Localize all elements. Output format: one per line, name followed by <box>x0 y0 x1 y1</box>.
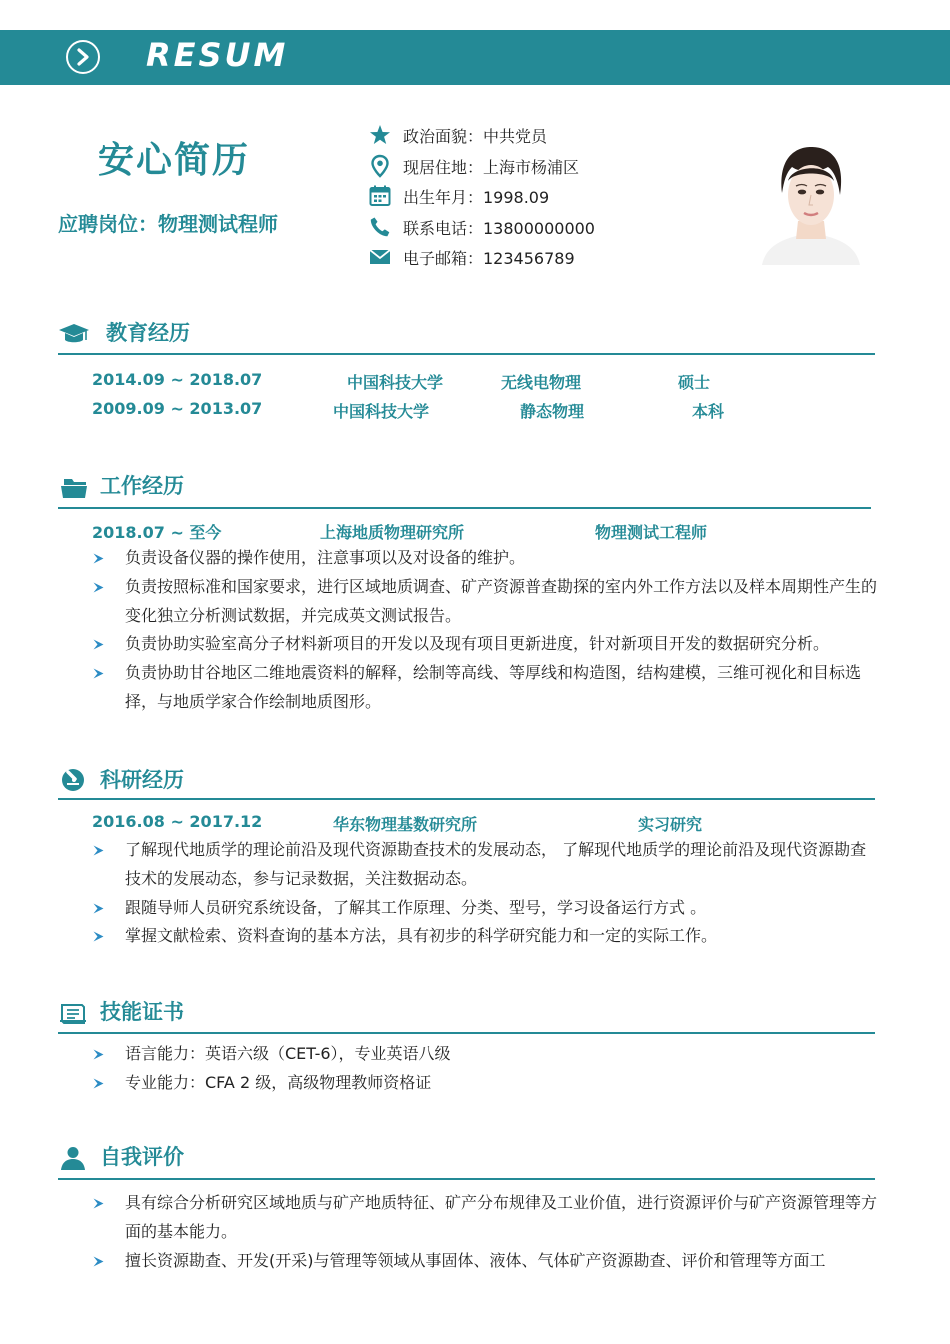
work-title: 工作经历 <box>100 474 184 498</box>
info-political-status: 政治面貌：中共党员 <box>403 127 548 146</box>
work-duties-list <box>92 544 882 717</box>
profile-photo <box>758 135 864 265</box>
education-school: 中国科技大学 <box>347 373 444 392</box>
work-duty-text: 负责设备仪器的操作使用，注意事项以及对设备的维护。 <box>125 548 526 567</box>
education-period: 2014.09 ~ 2018.07 <box>92 370 263 389</box>
education-title: 教育经历 <box>106 321 190 345</box>
envelope-icon <box>368 245 392 269</box>
list-item <box>92 1069 882 1098</box>
info-email: 电子邮箱：123456789 <box>403 249 575 268</box>
arrow-bullet-icon <box>93 1049 104 1060</box>
list-item <box>92 544 882 573</box>
header-title: RESUM <box>146 36 289 74</box>
list-item <box>92 922 882 951</box>
info-residence: 现居住地：上海市杨浦区 <box>403 157 580 177</box>
arrow-bullet-icon <box>93 639 104 650</box>
arrow-bullet-icon <box>93 1256 104 1267</box>
skills-list <box>92 1040 882 1098</box>
research-organization: 华东物理基数研究所 <box>333 815 478 834</box>
self-eval-list <box>92 1189 882 1275</box>
applied-position: 应聘岗位：物理测试程师 <box>58 212 278 236</box>
work-organization: 上海地质物理研究所 <box>320 523 465 542</box>
person-icon <box>58 1145 90 1171</box>
list-item <box>92 659 882 717</box>
education-degree: 本科 <box>692 402 725 421</box>
education-major: 静态物理 <box>520 402 585 421</box>
phone-icon <box>368 215 392 239</box>
self-eval-title: 自我评价 <box>100 1145 184 1169</box>
education-period: 2009.09 ~ 2013.07 <box>92 399 263 418</box>
list-item <box>92 1247 882 1276</box>
microscope-icon <box>58 766 90 792</box>
graduation-cap-icon <box>58 321 90 347</box>
skills-divider <box>58 1032 875 1034</box>
education-school: 中国科技大学 <box>333 402 430 421</box>
arrow-bullet-icon <box>93 553 104 564</box>
list-item <box>92 836 882 894</box>
work-divider <box>58 507 871 509</box>
work-duty-text: 负责按照标准和国家要求，进行区域地质调查、矿产资源普查勘探的室内外工作方法以及样本周期性产生的变化独立分析测试数据，并完成英文测试报告。 <box>125 576 878 625</box>
info-phone: 联系电话：13800000000 <box>403 218 595 238</box>
list-item <box>92 1040 882 1069</box>
self-eval-text: 具有综合分析研究区域地质与矿产地质特征、矿产分布规律及工业价值，进行资源评价与矿产资源管理等方面的基本能力。 <box>125 1193 878 1241</box>
research-divider <box>58 798 875 800</box>
work-duty-text: 负责协助甘谷地区二维地震资料的解释，绘制等高线、等厚线和构造图，结构建模，三维可视化和目标选择，与地质学家合作绘制地质图形。 <box>125 663 862 711</box>
location-pin-icon <box>368 154 392 178</box>
arrow-bullet-icon <box>93 903 104 914</box>
info-birth-date: 出生年月：1998.09 <box>403 188 550 207</box>
list-item <box>92 573 882 631</box>
list-item <box>92 630 882 659</box>
education-degree: 硕士 <box>678 373 711 392</box>
folder-icon <box>58 475 90 501</box>
arrow-bullet-icon <box>93 931 104 942</box>
calendar-icon <box>368 184 392 208</box>
list-item <box>92 894 882 923</box>
list-item <box>92 1189 882 1247</box>
research-items-list <box>92 836 882 951</box>
candidate-name: 安心简历 <box>98 140 251 181</box>
research-title: 科研经历 <box>100 768 184 792</box>
arrow-bullet-icon <box>93 1078 104 1089</box>
research-item-text: 了解现代地质学的理论前沿及现代资源勘查技术的发展动态， 了解现代地质学的理论前沿及现代资源勘查技术的发展动态，参与记录数据，关注数据动态。 <box>125 840 867 888</box>
chevron-right-circle-icon <box>66 40 100 74</box>
arrow-bullet-icon <box>93 1198 104 1209</box>
research-item-text: 跟随导师人员研究系统设备，了解其工作原理、分类、型号，学习设备运行方式 。 <box>125 897 707 917</box>
certificate-icon <box>58 1001 90 1027</box>
work-period: 2018.07 ~ 至今 <box>92 523 222 542</box>
header-bar <box>0 30 950 85</box>
self-eval-text: 擅长资源勘查、开发(开采)与管理等领域从事固体、液体、气体矿产资源勘查、评价和管理等方面工 <box>125 1250 826 1270</box>
research-item-text: 掌握文献检索、资料查询的基本方法，具有初步的科学研究能力和一定的实际工作。 <box>125 926 718 946</box>
self-eval-divider <box>58 1178 875 1180</box>
skills-title: 技能证书 <box>100 1000 184 1024</box>
skill-text: 语言能力：英语六级（CET-6），专业英语八级 <box>125 1044 451 1063</box>
arrow-bullet-icon <box>93 845 104 856</box>
research-role: 实习研究 <box>638 815 703 834</box>
education-major: 无线电物理 <box>501 373 582 392</box>
education-divider <box>58 353 875 355</box>
arrow-bullet-icon <box>93 582 104 593</box>
skill-text: 专业能力：CFA 2 级，高级物理教师资格证 <box>125 1072 432 1092</box>
work-role: 物理测试工程师 <box>595 523 708 542</box>
work-duty-text: 负责协助实验室高分子材料新项目的开发以及现有项目更新进度，针对新项目开发的数据研究分析。 <box>125 634 830 654</box>
star-icon <box>368 123 392 147</box>
research-period: 2016.08 ~ 2017.12 <box>92 812 263 831</box>
arrow-bullet-icon <box>93 668 104 679</box>
